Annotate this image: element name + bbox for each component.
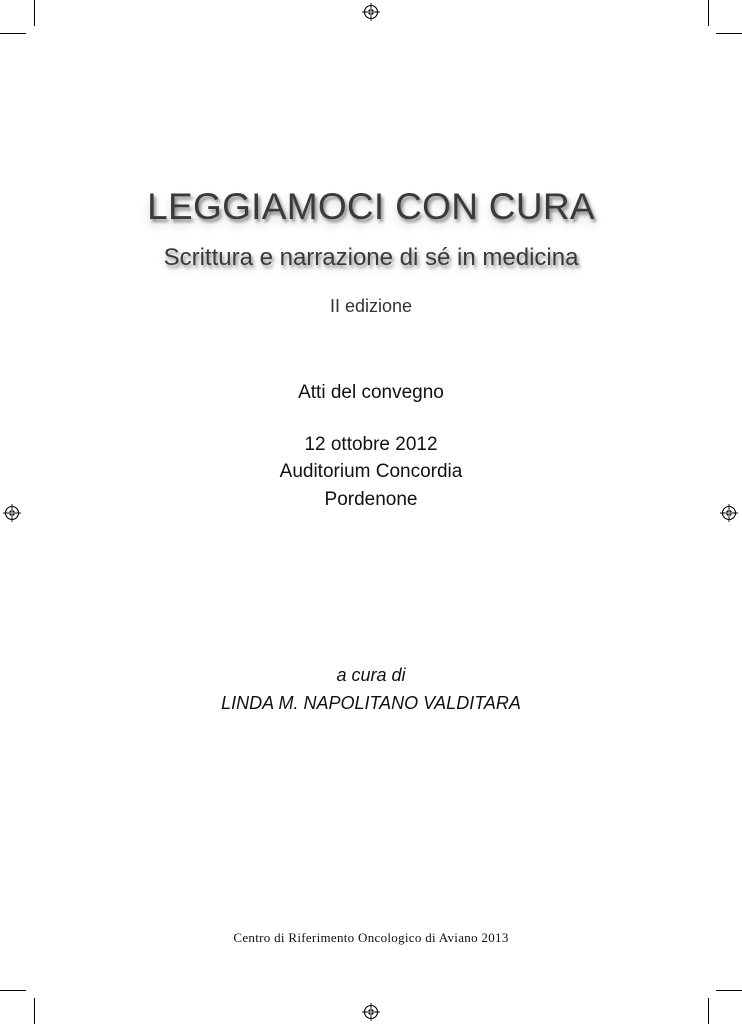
crop-mark-bottom-right	[708, 998, 709, 1024]
crop-mark-top-right	[708, 0, 709, 26]
crop-mark-top-right-h	[716, 33, 742, 34]
crop-mark-top-left-h	[0, 33, 26, 34]
main-title: LEGGIAMOCI CON CURA	[147, 186, 595, 227]
crop-mark-bottom-right-h	[716, 990, 742, 991]
event-city: Pordenone	[324, 489, 418, 510]
registration-target-icon	[362, 3, 380, 21]
editor-name: LINDA M. NAPOLITANO VALDITARA	[221, 693, 521, 713]
registration-target-icon	[362, 1003, 380, 1021]
editor-label: a cura di	[336, 665, 406, 685]
crop-mark-top-left	[34, 0, 35, 26]
subtitle: Scrittura e narrazione di sé in medicina	[163, 244, 579, 271]
crop-mark-bottom-left-h	[0, 990, 26, 991]
crop-mark-bottom-left	[34, 998, 35, 1024]
publisher-line: Centro di Riferimento Oncologico di Aviano 2013	[233, 930, 509, 945]
event-venue: Auditorium Concordia	[279, 461, 463, 482]
proceedings-label: Atti del convegno	[298, 382, 444, 403]
event-date: 12 ottobre 2012	[304, 434, 438, 455]
edition-label: II edizione	[329, 296, 413, 316]
